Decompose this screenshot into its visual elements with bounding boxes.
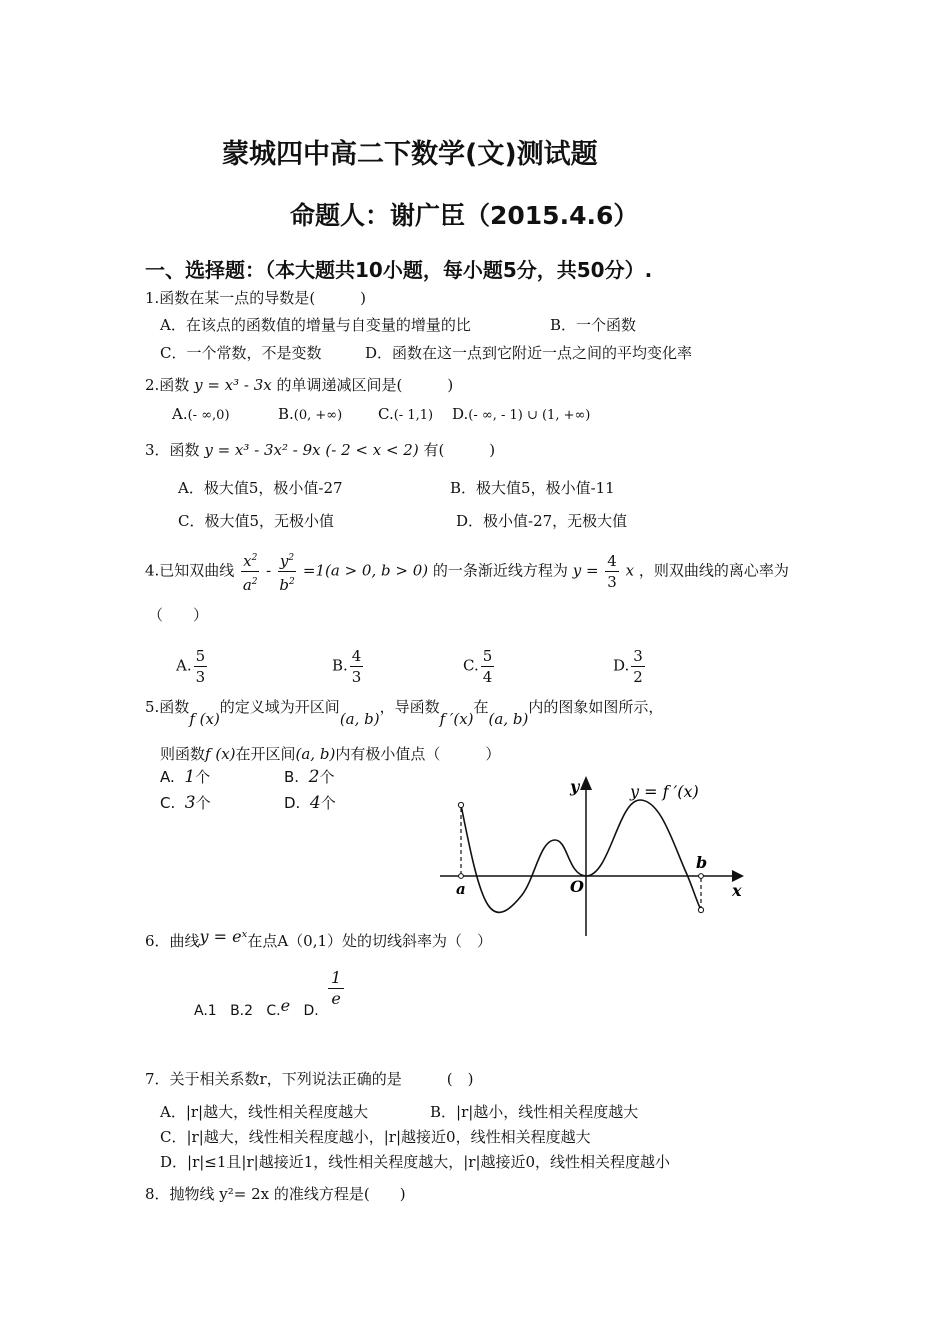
q6-option-a: A.1 — [194, 1003, 217, 1019]
q4-asymptote-fraction — [605, 551, 619, 592]
q2-suffix: 的单调递减区间是( ) — [276, 376, 454, 394]
q7-option-b: B．|r|越小，线性相关程度越大 — [430, 1103, 639, 1121]
q5-option-c-unit: 个 — [195, 794, 211, 812]
page-title: 蒙城四中高二下数学(文)测试题 — [222, 139, 598, 170]
q1-option-d: D．函数在这一点到它附近一点之间的平均变化率 — [365, 344, 693, 362]
q6-option-b: B.2 — [230, 1003, 254, 1019]
q2-option-c: (- 1,1) — [393, 408, 434, 423]
q5-stem — [145, 696, 664, 728]
q5-option-c-num: 3 — [184, 793, 196, 813]
q1-option-b: B．一个函数 — [550, 316, 637, 334]
right-endpoint-marker — [698, 907, 703, 912]
q1-option-c: C．一个常数，不是变数 — [160, 344, 322, 362]
left-endpoint-marker — [458, 802, 463, 807]
q6-option-d-label: D. — [303, 1003, 319, 1019]
q3-option-a: A．极大值5，极小值-27 — [178, 479, 343, 497]
q5-option-a — [160, 766, 210, 787]
q4-option-d — [613, 646, 647, 687]
q5-p4: 在 — [473, 698, 489, 716]
q2-options — [172, 405, 230, 423]
q4-hyperbola-y-term: $\frac{y^2}{b^2}$ — [278, 548, 296, 595]
q8-stem: 8．抛物线 y²= 2x 的准线方程是( ) — [145, 1185, 406, 1203]
q5-option-a-unit: 个 — [195, 768, 211, 786]
q5-line2a: 则函数 — [160, 745, 206, 763]
q4-asymptote-var: x — [625, 561, 635, 580]
q5-p3: ，导函数 — [379, 698, 440, 716]
q4-asymptote-lhs: y = — [572, 561, 599, 580]
q5-line2-ab: (a, b) — [295, 745, 336, 763]
q4-prefix: 4.已知双曲线 — [145, 561, 235, 580]
q4-option-d-den: 2 — [633, 668, 643, 686]
q3-stem — [145, 439, 495, 460]
q4-option-b — [332, 646, 365, 687]
q4-option-c-frac — [481, 646, 495, 687]
q5-option-c — [160, 792, 211, 813]
q4-option-b-frac — [350, 646, 364, 687]
q5-ab-2: (a, b) — [488, 710, 529, 728]
q1-option-a: A．在该点的函数值的增量与自变量的增量的比 — [160, 316, 471, 334]
q4-option-d-num: 3 — [633, 647, 643, 665]
q5-line2-f: f (x) — [205, 745, 236, 763]
q4-asymptote-num: 4 — [607, 552, 617, 570]
q4-equation-tail: =1(a > 0, b > 0) — [302, 561, 429, 580]
q5-f: f (x) — [189, 710, 220, 728]
q5-option-a-num: 1 — [184, 767, 196, 787]
q2-option-d-wrap — [452, 405, 590, 423]
q4-option-b-den: 3 — [351, 668, 362, 686]
q6-option-d-num: 1 — [328, 968, 344, 989]
q5-fprime: f ′(x) — [439, 710, 474, 728]
q2-option-b: (0, +∞) — [293, 408, 343, 423]
q2-option-c-wrap — [378, 405, 433, 423]
point-b-marker — [699, 874, 704, 879]
q4-option-c-num: 5 — [482, 647, 493, 665]
q5-option-b-num: 2 — [308, 767, 320, 787]
q5-option-d-label: D. — [284, 794, 301, 812]
q4-option-a — [176, 646, 209, 687]
q2-option-d: (- ∞, - 1) ∪ (1, +∞) — [468, 408, 591, 423]
q4-option-d-label: D. — [613, 656, 630, 675]
derivative-graph — [440, 770, 760, 940]
q5-p2: 的定义域为开区间 — [219, 698, 340, 716]
q4-stem: 4.已知双曲线 $\frac{x^2}{a^2}$ - $\frac{y^2}{b^2}$ =1(a > 0, b > 0) 的一条渐近线方程为 y = $\frac{4}{3}$ x ，则双曲线的离心率为 — [145, 548, 789, 595]
section-heading: 一、选择题：（本大题共10小题，每小题5分，共50分）. — [145, 258, 653, 282]
q2-option-b-wrap — [278, 405, 342, 423]
q6-option-d-frac — [326, 968, 346, 1009]
q4-option-a-frac — [194, 646, 208, 687]
q2-stem — [145, 374, 453, 395]
q5-option-b-unit: 个 — [319, 768, 335, 786]
q2-option-c-label: C. — [378, 405, 394, 423]
y-axis-arrow — [580, 776, 592, 790]
q6-suffix: 在点A（0,1）处的切线斜率为（ ） — [247, 932, 493, 950]
q7-option-d: D．|r|≤1且|r|越接近1，线性相关程度越大，|r|越接近0，线性相关程度越小 — [160, 1153, 671, 1171]
q4-option-b-num: 4 — [351, 647, 362, 665]
q3-option-c: C．极大值5，无极小值 — [178, 512, 335, 530]
q5-line2b: 在开区间 — [235, 745, 296, 763]
q6-stem — [145, 927, 493, 951]
q3-suffix: 有( ) — [423, 441, 496, 459]
q2-option-a-label: A. — [172, 405, 188, 423]
q6-prefix: 6．曲线 — [145, 932, 200, 950]
q4-suffix: ，则双曲线的离心率为 — [638, 561, 789, 580]
q3-option-b: B．极大值5，极小值-11 — [450, 479, 615, 497]
q4-mid: 的一条渐近线方程为 — [432, 561, 568, 580]
q4-answer-paren: （ ） — [148, 606, 209, 624]
q4-option-a-label: A. — [176, 656, 192, 675]
q5-option-d — [284, 792, 336, 813]
q6-option-c-label: C. — [266, 1003, 281, 1019]
q5-p1: 5.函数 — [145, 698, 190, 716]
q5-line2c: 内有极小值点（ ） — [335, 745, 501, 763]
q4-hyperbola-x-term: $\frac{x^2}{a^2}$ — [241, 548, 259, 595]
q2-function: y = x³ - 3x — [194, 376, 272, 394]
q7-option-c: C．|r|越大，线性相关程度越小，|r|越接近0，线性相关程度越大 — [160, 1128, 591, 1146]
q4-option-a-den: 3 — [195, 668, 206, 686]
graph-a-label: a — [456, 880, 466, 898]
q5-option-c-label: C. — [160, 794, 176, 812]
q3-option-d: D．极小值-27，无极大值 — [456, 512, 628, 530]
q2-option-a: (- ∞,0) — [187, 408, 230, 423]
q6-option-c-value: e — [280, 996, 291, 1015]
q3-function: y = x³ - 3x² - 9x (- 2 < x < 2) — [204, 441, 419, 459]
q4-option-c-den: 4 — [482, 668, 493, 686]
q5-option-a-label: A. — [160, 768, 175, 786]
q5-option-b — [284, 766, 334, 787]
graph-function-label: y = f ′(x) — [630, 782, 699, 801]
q4-option-c — [463, 646, 496, 687]
graph-b-label: b — [696, 853, 708, 872]
point-a-marker — [459, 874, 464, 879]
q4-option-c-label: C. — [463, 656, 479, 675]
q5-ab-1: (a, b) — [339, 710, 380, 728]
q7-option-a: A．|r|越大，线性相关程度越大 — [160, 1103, 369, 1121]
q4-option-d-frac — [631, 646, 645, 687]
q1-stem: 1.函数在某一点的导数是( ) — [145, 289, 367, 307]
q5-option-d-num: 4 — [309, 793, 321, 813]
q6-option-d-den: e — [331, 989, 341, 1008]
q5-option-b-label: B. — [284, 768, 300, 786]
q2-prefix: 2.函数 — [145, 376, 190, 394]
q5-line2 — [160, 743, 500, 764]
graph-x-label: x — [732, 881, 742, 900]
q2-option-b-label: B. — [278, 405, 294, 423]
q4-option-b-label: B. — [332, 656, 348, 675]
q5-option-d-unit: 个 — [320, 794, 336, 812]
q6-function: y = eˣ — [199, 927, 248, 946]
q7-stem: 7．关于相关系数r，下列说法正确的是 ( ) — [145, 1070, 474, 1088]
q3-prefix: 3．函数 — [145, 441, 200, 459]
q4-asymptote-den: 3 — [607, 573, 617, 591]
q4-option-a-num: 5 — [195, 647, 206, 665]
author-line: 命题人：谢广臣（2015.4.6） — [290, 201, 639, 230]
q5-p5: 内的图象如图所示， — [528, 698, 664, 716]
graph-origin-label: O — [570, 877, 584, 896]
q2-option-d-label: D. — [452, 405, 469, 423]
graph-y-label: y — [570, 777, 580, 796]
q6-options — [194, 996, 319, 1019]
